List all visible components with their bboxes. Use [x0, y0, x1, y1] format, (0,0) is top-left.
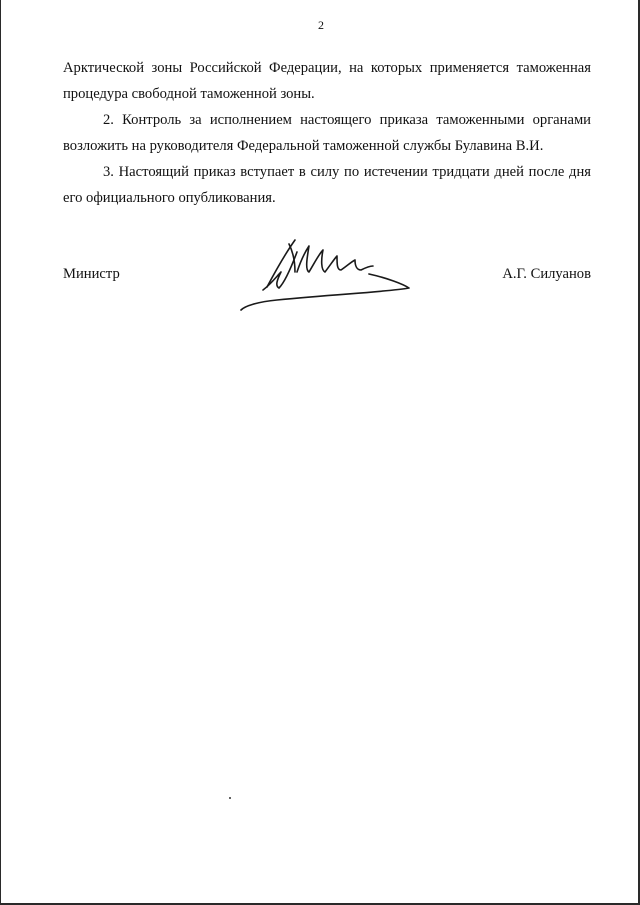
signer-name: А.Г. Силуанов — [502, 266, 591, 282]
page-number: 2 — [318, 18, 324, 32]
paragraph-line: 2. Контроль за исполнением настоящего приказа таможенными органами — [103, 112, 591, 128]
paragraph-effective-date-clause — [63, 159, 591, 211]
handwritten-signature — [237, 232, 417, 317]
paragraph-line: Арктической зоны Российской Федерации, на которых применяется таможенная — [63, 60, 591, 76]
paragraph-arctic-zone — [63, 55, 591, 107]
paragraph-line: его официального опубликования. — [63, 190, 276, 206]
paragraph-line: возложить на руководителя Федеральной таможенной службы Булавина В.И. — [63, 138, 544, 154]
signer-position: Министр — [63, 266, 120, 282]
paragraph-line: процедура свободной таможенной зоны. — [63, 86, 315, 102]
paragraph-control-clause — [63, 107, 591, 159]
paragraph-line: 3. Настоящий приказ вступает в силу по истечении тридцати дней после дня — [103, 164, 591, 180]
scan-artifact-dot — [229, 797, 231, 799]
